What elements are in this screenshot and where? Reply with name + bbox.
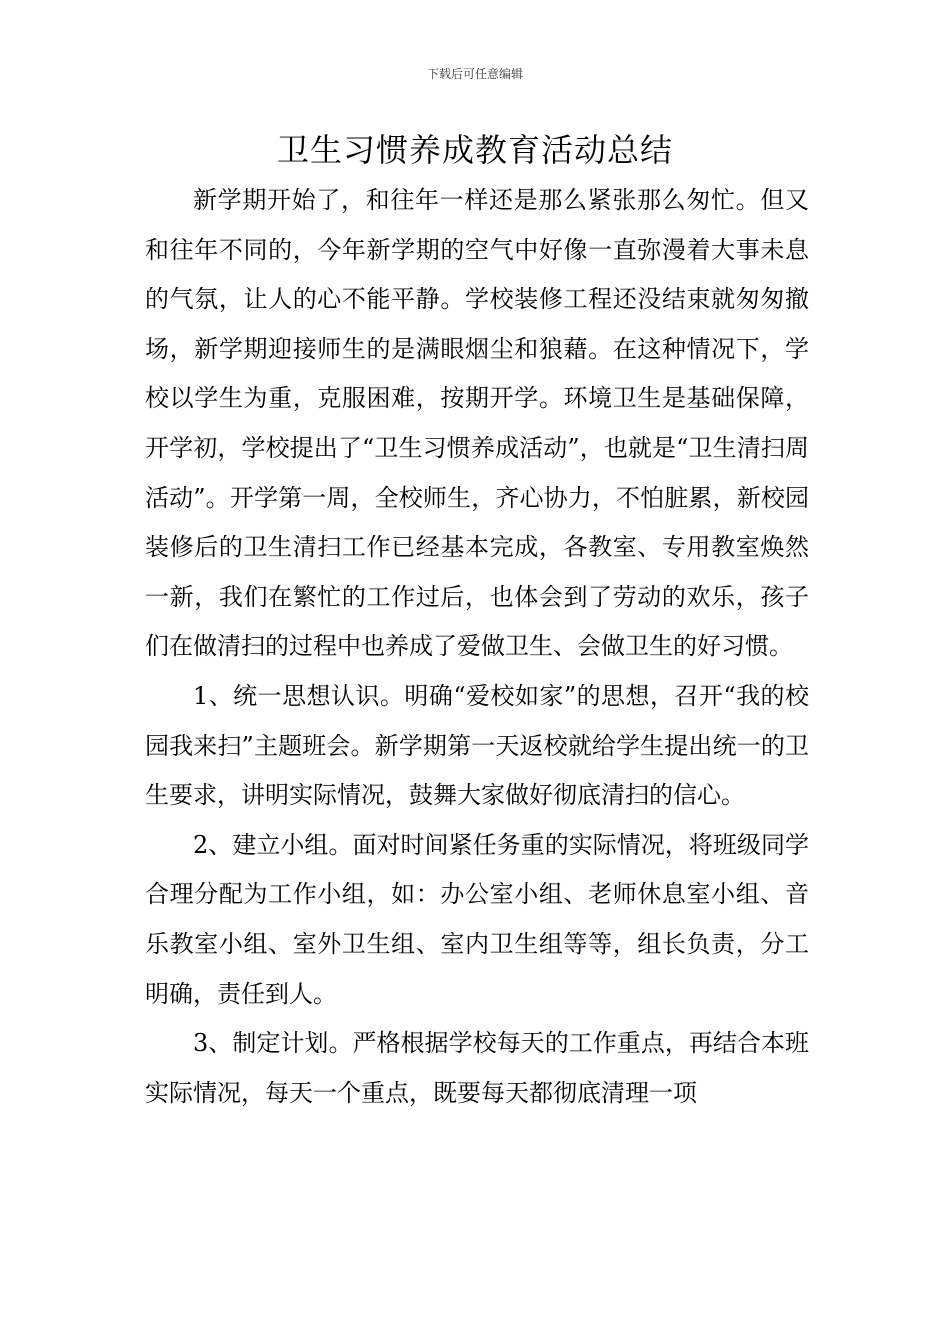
paragraph-item-2: 2、建立小组。面对时间紧任务重的实际情况，将班级同学合理分配为工作小组，如：办公室小组、老师休息室小组、音乐教室小组、室外卫生组、室内卫生组等等，组长负责，分工明确，责任到人。 xyxy=(145,830,809,1008)
paragraph-item-1: 1、统一思想认识。明确“爱校如家”的思想，召开“我的校园我来扫”主题班会。新学期第一天返校就给学生提出统一的卫生要求，讲明实际情况，鼓舞大家做好彻底清扫的信心。 xyxy=(145,681,809,810)
paragraph-intro: 新学期开始了，和往年一样还是那么紧张那么匆忙。但又和往年不同的，今年新学期的空气中好像一直弥漫着大事未息的气氛，让人的心不能平静。学校装修工程还没结束就匆匆撤场，新学期迎接师生的是满眼烟尘和狼藉。在这种情况下，学校以学生为重，克服困难，按期开学。环境卫生是基础保障，开学初，学校提出了“卫生习惯养成活动”，也就是“卫生清扫周活动”。开学第一周，全校师生，齐心协力，不怕脏累，新校园装修后的卫生清扫工作已经基本完成，各教室、专用教室焕然一新，我们在繁忙的工作过后，也体会到了劳动的欢乐，孩子们在做清扫的过程中也养成了爱做卫生、会做卫生的好习惯。 xyxy=(145,186,809,661)
header-note: 下载后可任意编辑 xyxy=(426,67,523,81)
document-body xyxy=(145,176,809,1118)
paragraph-item-3: 3、制定计划。严格根据学校每天的工作重点，再结合本班实际情况，每天一个重点，既要每天都彻底清理一项 xyxy=(145,1029,809,1107)
document-title: 卫生习惯养成教育活动总结 xyxy=(276,131,673,169)
